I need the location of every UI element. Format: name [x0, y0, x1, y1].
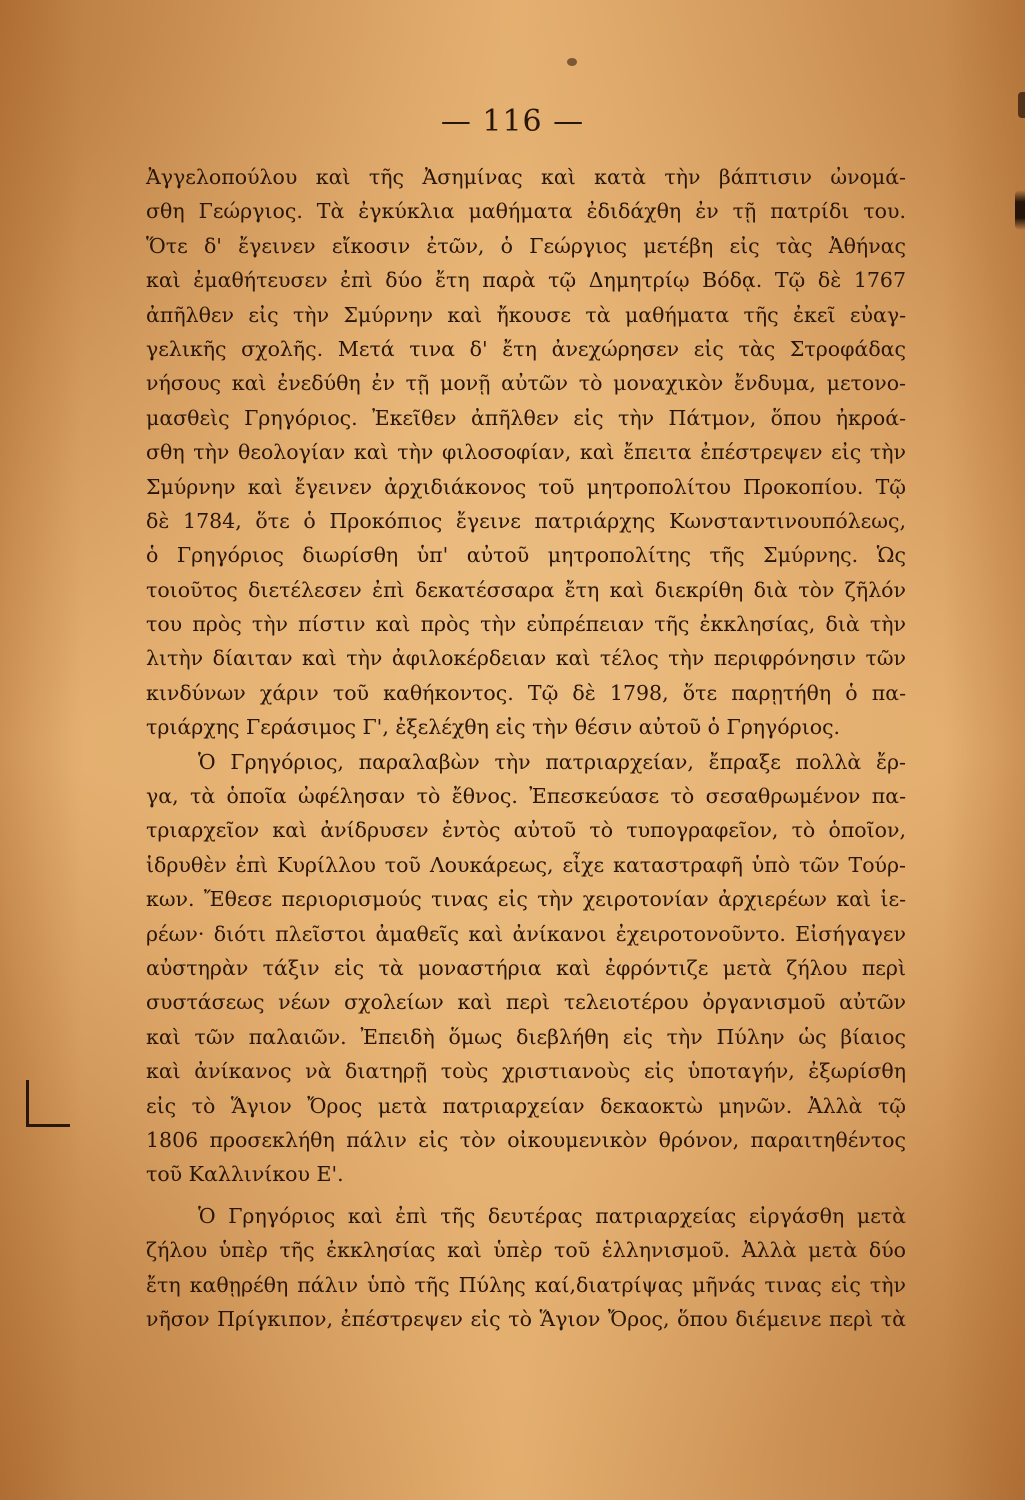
text-line: Ὅτε δ' ἔγεινεν εἴκοσιν ἐτῶν, ὁ Γεώργιος μετέβη εἰς τὰς Ἀθήνας	[146, 233, 906, 258]
text-line: τοῦ Καλλινίκου Ε'.	[146, 1162, 344, 1187]
text-line: σθη τὴν θεολογίαν καὶ τὴν φιλοσοφίαν, καὶ ἔπειτα ἐπέστρεψεν εἰς τὴν	[146, 440, 906, 465]
text-line: τριαρχεῖον καὶ ἀνίδρυσεν ἐντὸς αὐτοῦ τὸ τυπογραφεῖον, τὸ ὁποῖον,	[146, 818, 906, 843]
text-line: καὶ ἀνίκανος νὰ διατηρῇ τοὺς χριστιανοὺς εἰς ὑποταγήν, ἐξωρίσθη	[146, 1059, 906, 1084]
text-line: νήσους καὶ ἐνεδύθη ἐν τῇ μονῇ αὐτῶν τὸ μοναχικὸν ἔνδυμα, μετονο-	[146, 371, 906, 396]
text-line: του πρὸς τὴν πίστιν καὶ πρὸς τὴν εὐπρέπειαν τῆς ἐκκλησίας, διὰ τὴν	[146, 612, 906, 637]
text-line: ζήλου ὑπὲρ τῆς ἐκκλησίας καὶ ὑπὲρ τοῦ ἑλληνισμοῦ. Ἀλλὰ μετὰ δύο	[146, 1238, 906, 1263]
text-line: ρέων· διότι πλεῖστοι ἀμαθεῖς καὶ ἀνίκανοι ἐχειροτονοῦντο. Εἰσήγαγεν	[146, 921, 906, 946]
text-line: συστάσεως νέων σχολείων καὶ περὶ τελειοτέρου ὀργανισμοῦ αὐτῶν	[146, 990, 906, 1015]
text-line: μασθεὶς Γρηγόριος. Ἐκεῖθεν ἀπῆλθεν εἰς τὴν Πάτμον, ὅπου ἠκροά-	[146, 405, 906, 430]
text-line: ἔτη καθῃρέθη πάλιν ὑπὸ τῆς Πύλης καί,διατρίψας μῆνάς τινας εἰς τὴν	[146, 1272, 906, 1297]
text-line: κινδύνων χάριν τοῦ καθήκοντος. Τῷ δὲ 1798, ὅτε παρῃτήθη ὁ πα-	[146, 680, 906, 705]
ink-speck	[567, 58, 577, 66]
text-line: αὐστηρὰν τάξιν εἰς τὰ μοναστήρια καὶ ἐφρόντιζε μετὰ ζήλου περὶ	[146, 955, 906, 980]
margin-pencil-mark	[10, 1080, 70, 1130]
text-line: γελικῆς σχολῆς. Μετά τινα δ' ἔτη ἀνεχώρησεν εἰς τὰς Στροφάδας	[146, 336, 906, 361]
text-line: ὁ Γρηγόριος διωρίσθη ὑπ' αὐτοῦ μητροπολίτης τῆς Σμύρνης. Ὡς	[146, 543, 906, 568]
paragraph-start-line: Ὁ Γρηγόριος, παραλαβὼν τὴν πατριαρχείαν, ἔπραξε πολλὰ ἔρ-	[198, 749, 906, 774]
text-line: κων. Ἔθεσε περιορισμούς τινας εἰς τὴν χειροτονίαν ἀρχιερέων καὶ ἱε-	[146, 887, 906, 912]
text-line: τοιοῦτος διετέλεσεν ἐπὶ δεκατέσσαρα ἔτη καὶ διεκρίθη διὰ τὸν ζῆλόν	[146, 577, 906, 602]
text-line: ἱδρυθὲν ἐπὶ Κυρίλλου τοῦ Λουκάρεως, εἶχε καταστραφῆ ὑπὸ τῶν Τούρ-	[146, 852, 906, 877]
text-line: δὲ 1784, ὅτε ὁ Προκόπιος ἔγεινε πατριάρχης Κωνσταντινουπόλεως,	[146, 508, 906, 533]
text-line: λιτὴν δίαιταν καὶ τὴν ἀφιλοκέρδειαν καὶ τέλος τὴν περιφρόνησιν τῶν	[146, 646, 906, 671]
edge-ink-mark-right	[1015, 190, 1025, 230]
text-line: σθη Γεώργιος. Τὰ ἐγκύκλια μαθήματα ἐδιδάχθη ἐν τῇ πατρίδι του.	[146, 199, 906, 224]
text-line: γα, τὰ ὁποῖα ὠφέλησαν τὸ ἔθνος. Ἐπεσκεύασε τὸ σεσαθρωμένον πα-	[146, 784, 906, 809]
text-line: καὶ ἐμαθήτευσεν ἐπὶ δύο ἔτη παρὰ τῷ Δημητρίῳ Βόδᾳ. Τῷ δὲ 1767	[146, 268, 906, 293]
text-line: Σμύρνην καὶ ἔγεινεν ἀρχιδιάκονος τοῦ μητροπολίτου Προκοπίου. Τῷ	[146, 474, 906, 499]
body-text	[146, 160, 906, 1336]
text-line: 1806 προσεκλήθη πάλιν εἰς τὸν οἰκουμενικὸν θρόνον, παραιτηθέντος	[146, 1127, 906, 1152]
text-line: νῆσον Πρίγκιπον, ἐπέστρεψεν εἰς τὸ Ἅγιον Ὄρος, ὅπου διέμεινε περὶ τὰ	[146, 1306, 906, 1331]
text-line: Ἀγγελοπούλου καὶ τῆς Ἀσημίνας καὶ κατὰ τὴν βάπτισιν ὠνομά-	[146, 165, 906, 189]
paragraph-start-line: Ὁ Γρηγόριος καὶ ἐπὶ τῆς δευτέρας πατριαρχείας εἰργάσθη μετὰ	[198, 1203, 906, 1228]
text-line: καὶ τῶν παλαιῶν. Ἐπειδὴ ὅμως διεβλήθη εἰς τὴν Πύλην ὡς βίαιος	[146, 1024, 906, 1049]
page-number: — 116 —	[440, 104, 585, 139]
text-line: τριάρχης Γεράσιμος Γ', ἐξελέχθη εἰς τὴν θέσιν αὐτοῦ ὁ Γρηγόριος.	[146, 715, 841, 740]
text-line: εἰς τὸ Ἅγιον Ὄρος μετὰ πατριαρχείαν δεκαοκτὼ μηνῶν. Ἀλλὰ τῷ	[146, 1093, 906, 1118]
text-line: ἀπῆλθεν εἰς τὴν Σμύρνην καὶ ἤκουσε τὰ μαθήματα τῆς ἐκεῖ εὐαγ-	[146, 302, 906, 327]
